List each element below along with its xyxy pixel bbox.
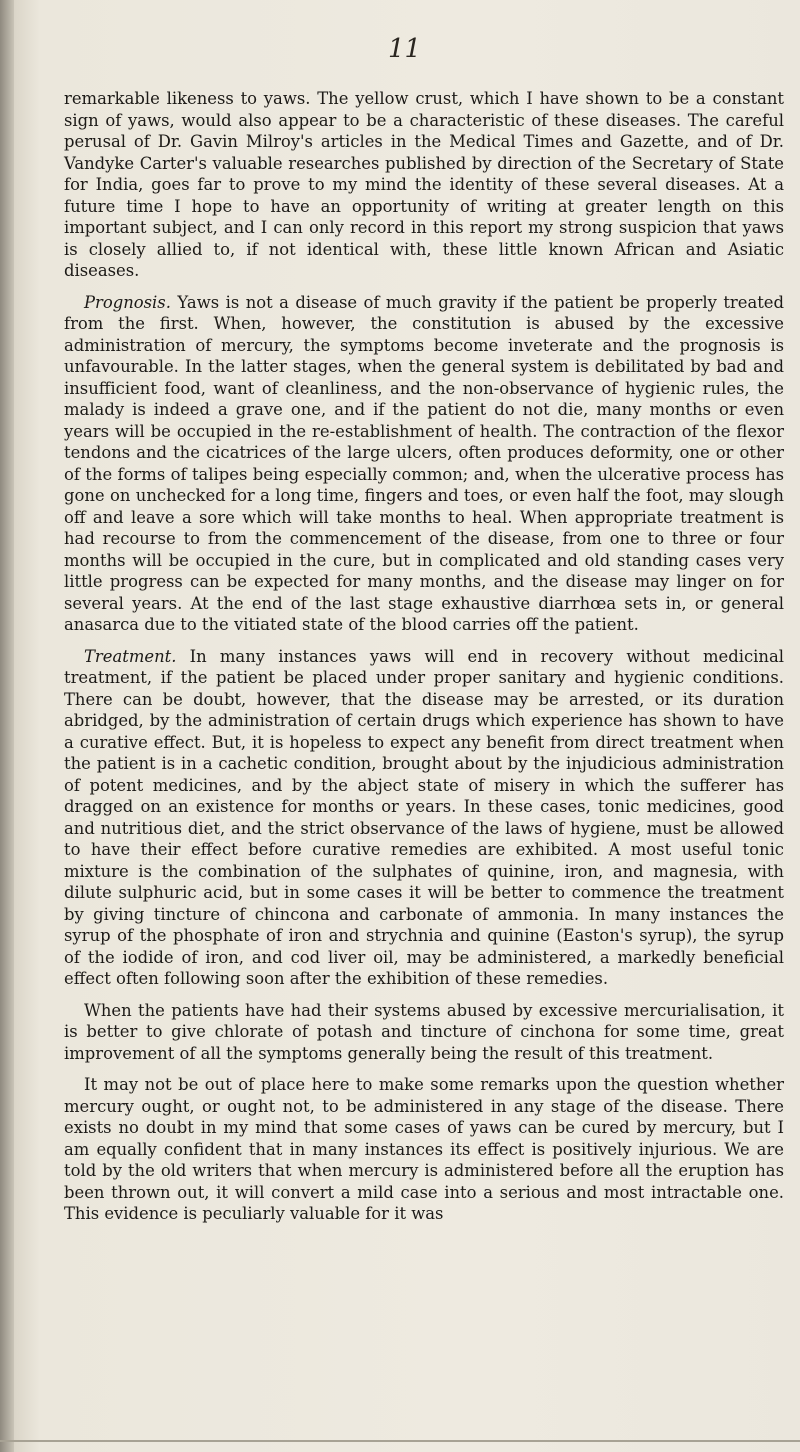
paragraph-intro: remarkable likeness to yaws. The yellow crust, which I have shown to be a constant sign of yaws, would also appear to be a characteristic of these diseases. The careful perusal of Dr. Gavin Milroy's articles in the Medical Times and Gazette, and of Dr. Vandyke Carter's valuable researches published by direction of the Secretary of State for India, goes far to prove to my mind the identity of these several diseases. At a future time I hope to have an opportunity of writing at greater length on this important subject, and I can only record in this report my strong suspicion that yaws is closely allied to, if not identical with, these little known African and Asiatic diseases.	[64, 89, 784, 280]
page-number: 11	[388, 34, 422, 64]
prognosis-text: Yaws is not a disease of much gravity if the patient be properly treated from the first. When, however, the constitution is abused by the excessive administration of mercury, the symptoms become inveterate and the prognosis is unfavourable. In the latter stages, when the general system is debilitated by bad and insufficient food, want of cleanliness, and the non-observance of hygienic rules, the malady is indeed a grave one, and if the patient do not die, many months or even years will be occupied in the re-establishment of health. The contraction of the flexor tendons and the cicatrices of the large ulcers, often produces deformity, one or other of the forms of talipes being especially common; and, when the ulcerative process has gone on unchecked for a long time, fingers and toes, or even half the foot, may slough off and leave a sore which will take months to heal. When appropriate treatment is had recourse to from the commencement of the disease, from one to three or four months will be occupied in the cure, but in complicated and old standing cases very little progress can be expected for many months, and the disease may linger on for several years. At the end of the last stage exhaustive diarrhœa sets in, or general anasarca due to the vitiated state of the blood carries off the patient.	[64, 292, 784, 634]
bottom-edge-line	[0, 1440, 800, 1442]
paragraph-treatment	[64, 646, 784, 990]
paragraph-mercurialisation: When the patients have had their systems abused by excessive mercurialisation, it is better to give chlorate of potash and tincture of cinchona for some time, great improvement of all the symptoms generally being the result of this treatment.	[64, 1000, 784, 1063]
paragraph-prognosis	[64, 292, 784, 636]
body-text	[64, 88, 784, 1235]
paragraph-mercury-question: It may not be out of place here to make some remarks upon the question whether mercury ought, or ought not, to be administered in any stage of the disease. There exists no doubt in my mind that some cases of yaws can be cured by mercury, but I am equally confident that in many instances its effect is positively injurious. We are told by the old writers that when mercury is administered before all the eruption has been thrown out, it will convert a mild case into a serious and most intractable one. This evidence is peculiarly valuable for it was	[64, 1075, 784, 1223]
prognosis-heading: Prognosis.	[84, 292, 171, 312]
treatment-text: In many instances yaws will end in recovery without medicinal treatment, if the patient be placed under proper sanitary and hygienic conditions. There can be doubt, however, that the disease may be arrested, or its duration abridged, by the administration of certain drugs which experience has shown to have a curative effect. But, it is hopeless to expect any benefit from direct treatment when the patient is in a cachetic condition, brought about by the injudicious administration of potent medicines, and by the abject state of misery in which the sufferer has dragged on an existence for months or years. In these cases, tonic medicines, good and nutritious diet, and the strict observance of the laws of hygiene, must be allowed to have their effect before curative remedies are exhibited. A most useful tonic mixture is the combination of the sulphates of quinine, iron, and magnesia, with dilute sulphuric acid, but in some cases it will be better to commence the treatment by giving tincture of chincona and carbonate of ammonia. In many instances the syrup of the phosphate of iron and strychnia and quinine (Easton's syrup), the syrup of the iodide of iron, and cod liver oil, may be administered, a markedly beneficial effect often following soon after the exhibition of these remedies.	[64, 646, 784, 988]
page-binding-shadow	[0, 0, 14, 1452]
treatment-heading: Treatment.	[84, 646, 177, 666]
